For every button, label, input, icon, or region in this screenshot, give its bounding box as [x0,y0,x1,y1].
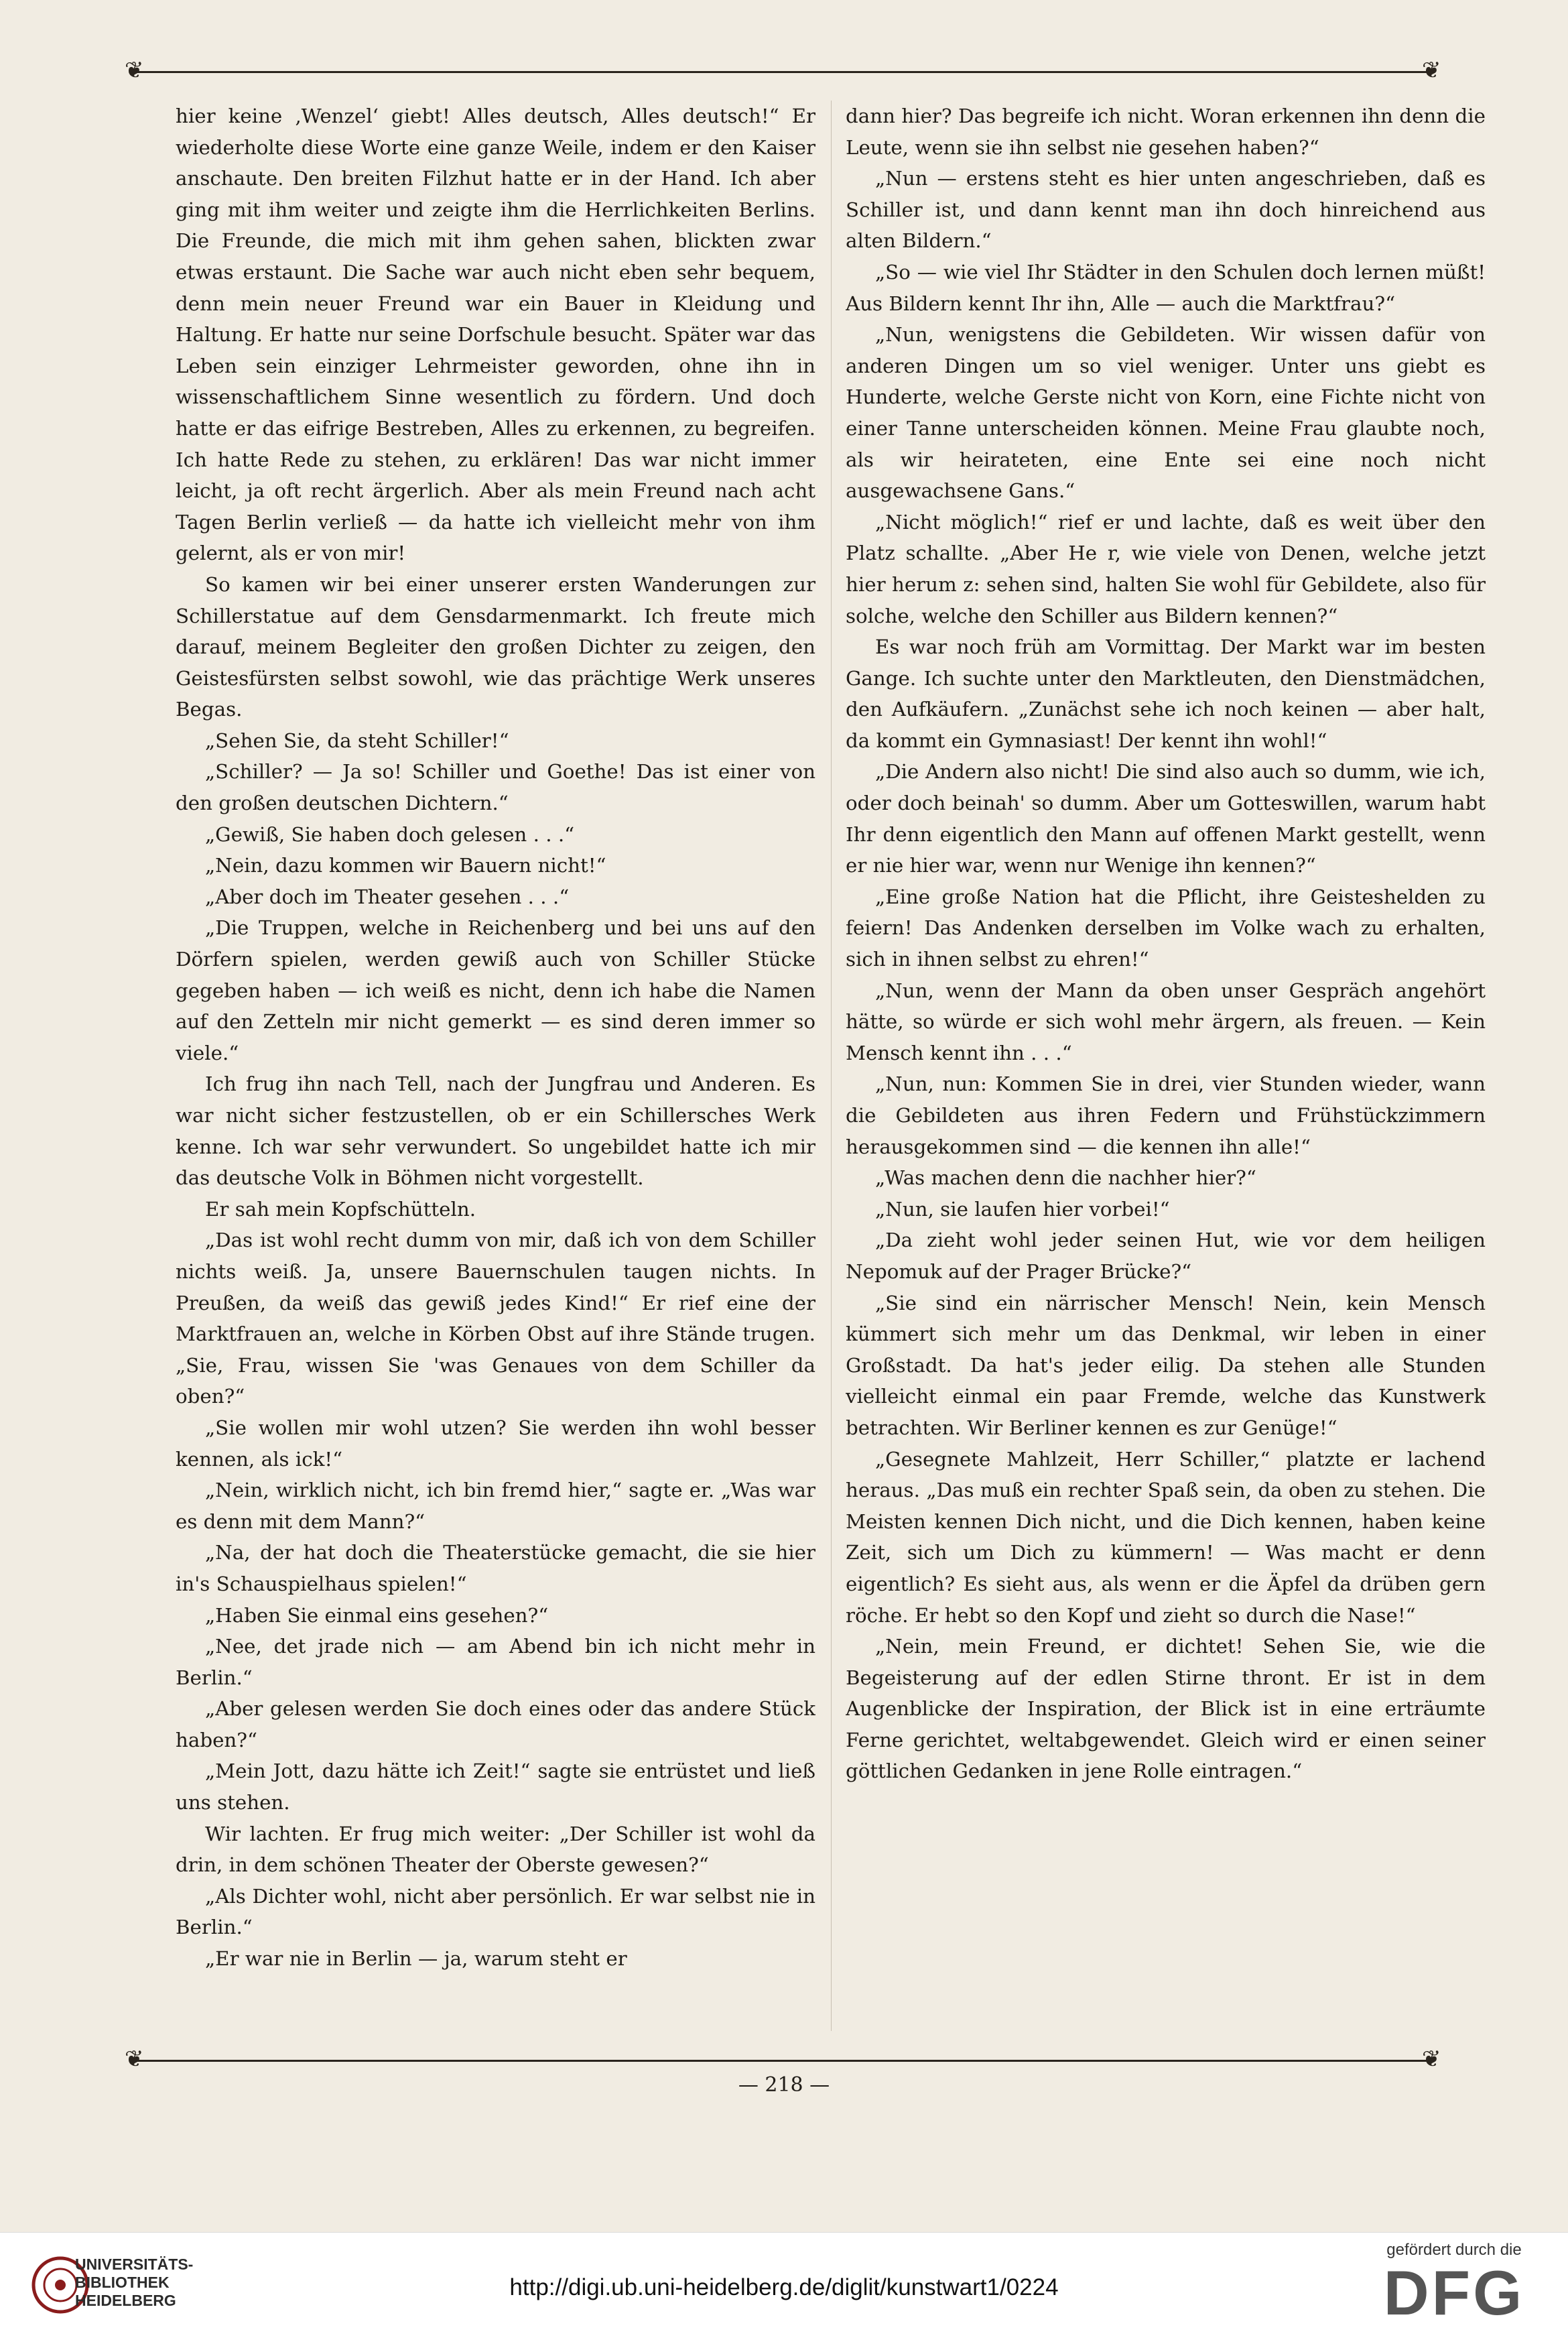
paragraph: Wir lachten. Er frug mich weiter: „Der Schiller ist wohl da drin, in dem schönen Theater der Oberste gewesen?“ [176,1822,815,1877]
paragraph: „Na, der hat doch die Theaterstücke gemacht, die sie hier in's Schauspielhaus spielen!“ [176,1541,815,1595]
paragraph: „Nun, sie laufen hier vorbei!“ [875,1197,1170,1221]
paragraph: „Die Andern also nicht! Die sind also auch so dumm, wie ich, oder doch beinah' so dumm. Aber um Gotteswillen, warum habt Ihr denn eigentlich den Mann auf offenen Markt gestellt, wenn er nie hier war, wenn nur Wenige ihn kennen?“ [846,760,1486,877]
paragraph: „Schiller? — Ja so! Schiller und Goethe! Das ist einer von den großen deutschen Dichtern.“ [176,760,815,815]
ornament-icon: ❦ [1422,2046,1441,2073]
paragraph: „Sie wollen mir wohl utzen? Sie werden ihn wohl besser kennen, als ick!“ [176,1416,815,1471]
paragraph: „Aber gelesen werden Sie doch eines oder das andere Stück haben?“ [176,1697,815,1751]
paragraph: „Nein, dazu kommen wir Bauern nicht!“ [205,854,606,877]
top-ornament-rule [134,71,1434,73]
paragraph: „Nee, det jrade nich — am Abend bin ich nicht mehr in Berlin.“ [176,1635,815,1689]
right-text-column [846,101,1486,2031]
sponsor-logo: gefördert durch die DFG [1383,2241,1525,2328]
paragraph: „Die Truppen, welche in Reichenberg und bei uns auf den Dörfern spielen, werden gewiß auch von Schiller Stücke gegeben haben — ich weiß es nicht, denn ich habe die Namen auf den Zetteln mir nicht gemerkt — es sind deren immer so viele.“ [176,916,815,1064]
bottom-ornament-rule [134,2060,1434,2062]
paragraph: „Nun — erstens steht es hier unten angeschrieben, daß es Schiller ist, und dann kennt man ihn doch hinreichend aus alten Bildern.“ [846,167,1486,253]
paragraph: „Was machen denn die nachher hier?“ [875,1166,1256,1190]
source-url-link[interactable]: http://digi.ub.uni-heidelberg.de/diglit/kunstwart1/0224 [509,2274,1059,2300]
ornament-icon: ❦ [1422,57,1441,84]
column-divider [831,101,832,2031]
paragraph: „Als Dichter wohl, nicht aber persönlich. Er war selbst nie in Berlin.“ [176,1884,815,1939]
paragraph: „Haben Sie einmal eins gesehen?“ [205,1603,549,1627]
institution-name: UNIVERSITÄTS- BIBLIOTHEK HEIDELBERG [75,2256,194,2309]
paragraph: „So — wie viel Ihr Städter in den Schulen doch lernen müßt! Aus Bildern kennt Ihr ihn, Alle — auch die Marktfrau?“ [846,260,1486,315]
digitization-footer [0,2232,1568,2346]
paragraph: „Mein Jott, dazu hätte ich Zeit!“ sagte sie entrüstet und ließ uns stehen. [176,1760,815,1814]
paragraph: „Das ist wohl recht dumm von mir, daß ich von dem Schiller nichts weiß. Ja, unsere Bauernschulen taugen nichts. In Preußen, da weiß das gewiß jedes Kind!“ Er rief eine der Marktfrauen an, welche in Körben Obst auf ihre Stände trugen. „Sie, Frau, wissen Sie 'was Genaues von dem Schiller da oben?“ [176,1229,815,1408]
paragraph: hier keine ‚Wenzel‘ giebt! Alles deutsch, Alles deutsch!“ Er wiederholte diese Worte eine ganze Weile, indem er den Kaiser anschaute. Den breiten Filzhut hatte er in der Hand. Ich aber ging mit ihm weiter und zeigte ihm die Herrlichkeiten Berlins. Die Freunde, die mich mit ihm gehen sahen, blickten zwar etwas erstaunt. Die Sache war auch nicht eben sehr bequem, denn mein neuer Freund war ein Bauer in Kleidung und Haltung. Er hatte nur seine Dorfschule besucht. Später war das Leben sein einziger Lehrmeister geworden, ohne ihn in wissenschaftlichem Sinne wesentlich zu fördern. Und doch hatte er das eifrige Bestreben, Alles zu erkennen, zu begreifen. Ich hatte Rede zu stehen, zu erklären! Das war nicht immer leicht, ja oft recht ärgerlich. Aber als mein Freund nach acht Tagen Berlin verließ — da hatte ich vielleicht mehr von ihm gelernt, als er von mir! [176,105,815,565]
paragraph: „Sehen Sie, da steht Schiller!“ [205,729,509,752]
paragraph: „Nun, wenigstens die Gebildeten. Wir wissen dafür von anderen Dingen um so viel weniger. Unter uns giebt es Hunderte, welche Gerste nicht von Korn, eine Fichte nicht von einer Tanne unterscheiden können. Meine Frau glaubte noch, als wir heirateten, eine Ente sei eine noch nicht ausgewachsene Gans.“ [846,323,1486,503]
page-number: — 218 — [738,2073,830,2097]
paragraph: Er sah mein Kopfschütteln. [205,1197,476,1221]
paragraph: „Eine große Nation hat die Pflicht, ihre Geisteshelden zu feiern! Das Andenken derselben im Volke wach zu erhalten, sich in ihnen selbst zu ehren!“ [846,885,1486,971]
paragraph: Ich frug ihn nach Tell, nach der Jungfrau und Anderen. Es war nicht sicher festzustellen, ob er ein Schillersches Werk kenne. Ich war sehr verwundert. So ungebildet hatte ich mir das deutsche Volk in Böhmen nicht vorgestellt. [176,1072,815,1190]
ornament-icon: ❦ [125,57,144,84]
paragraph: „Er war nie in Berlin — ja, warum steht er [205,1947,627,1971]
paragraph: „Nun, wenn der Mann da oben unser Gespräch angehört hätte, so würde er sich wohl mehr ärgern, als freuen. — Kein Mensch kennt ihn . . .“ [846,979,1486,1064]
paragraph: „Nun, nun: Kommen Sie in drei, vier Stunden wieder, wann die Gebildeten aus ihren Federn und Frühstückzimmern herausgekommen sind — die kennen ihn alle!“ [846,1072,1486,1158]
paragraph: „Gewiß, Sie haben doch gelesen . . .“ [205,822,575,846]
paragraph: So kamen wir bei einer unserer ersten Wanderungen zur Schillerstatue auf dem Gensdarmenmarkt. Ich freute mich darauf, meinem Begleiter den großen Dichter zu zeigen, den Geistesfürsten selbst sowohl, wie das prächtige Werk unseres Begas. [176,572,815,721]
paragraph: „Da zieht wohl jeder seinen Hut, wie vor dem heiligen Nepomuk auf der Prager Brücke?“ [846,1229,1486,1283]
paragraph: „Nicht möglich!“ rief er und lachte, daß es weit über den Platz schallte. „Aber He r, wie viele von Denen, welche jetzt hier herum z: sehen sind, halten Sie wohl für Gebildete, also für solche, welche den Schiller aus Bildern kennen?“ [846,510,1486,627]
paragraph: „Nein, wirklich nicht, ich bin fremd hier,“ sagte er. „Was war es denn mit dem Mann?“ [176,1479,815,1533]
paragraph: „Nein, mein Freund, er dichtet! Sehen Sie, wie die Begeisterung auf der edlen Stirne thront. Er ist in dem Augenblicke der Inspiration, der Blick ist in eine erträumte Ferne gerichtet, weltabgewendet. Gleich wird er einen seiner göttlichen Gedanken in jene Rolle eintragen.“ [846,1635,1486,1783]
paragraph: „Gesegnete Mahlzeit, Herr Schiller,“ platzte er lachend heraus. „Das muß ein rechter Spaß sein, da oben zu stehen. Die Meisten kennen Dich nicht, und die Dich kennen, haben keine Zeit, sich um Dich zu kümmern! — Was macht er denn eigentlich? Es sieht aus, als wenn er die Äpfel da drüben gern röche. Er hebt so den Kopf und zieht so durch die Nase!“ [846,1447,1486,1627]
paragraph: dann hier? Das begreife ich nicht. Woran erkennen ihn denn die Leute, wenn sie ihn selbst nie gesehen haben?“ [846,105,1486,159]
left-text-column [176,101,815,2031]
paragraph: „Aber doch im Theater gesehen . . .“ [205,885,570,908]
ornament-icon: ❦ [125,2046,144,2073]
paragraph: „Sie sind ein närrischer Mensch! Nein, kein Mensch kümmert sich mehr um das Denkmal, wir leben in einer Großstadt. Da hat's jeder eilig. Da stehen alle Stunden vielleicht einmal ein paar Fremde, welche das Kunstwerk betrachten. Wir Berliner kennen es zur Genüge!“ [846,1291,1486,1439]
paragraph: Es war noch früh am Vormittag. Der Markt war im besten Gange. Ich suchte unter den Marktleuten, den Dienstmädchen, den Aufkäufern. „Zunächst sehe ich noch keinen — aber halt, da kommt ein Gymnasiast! Der kennt ihn wohl!“ [846,635,1486,752]
